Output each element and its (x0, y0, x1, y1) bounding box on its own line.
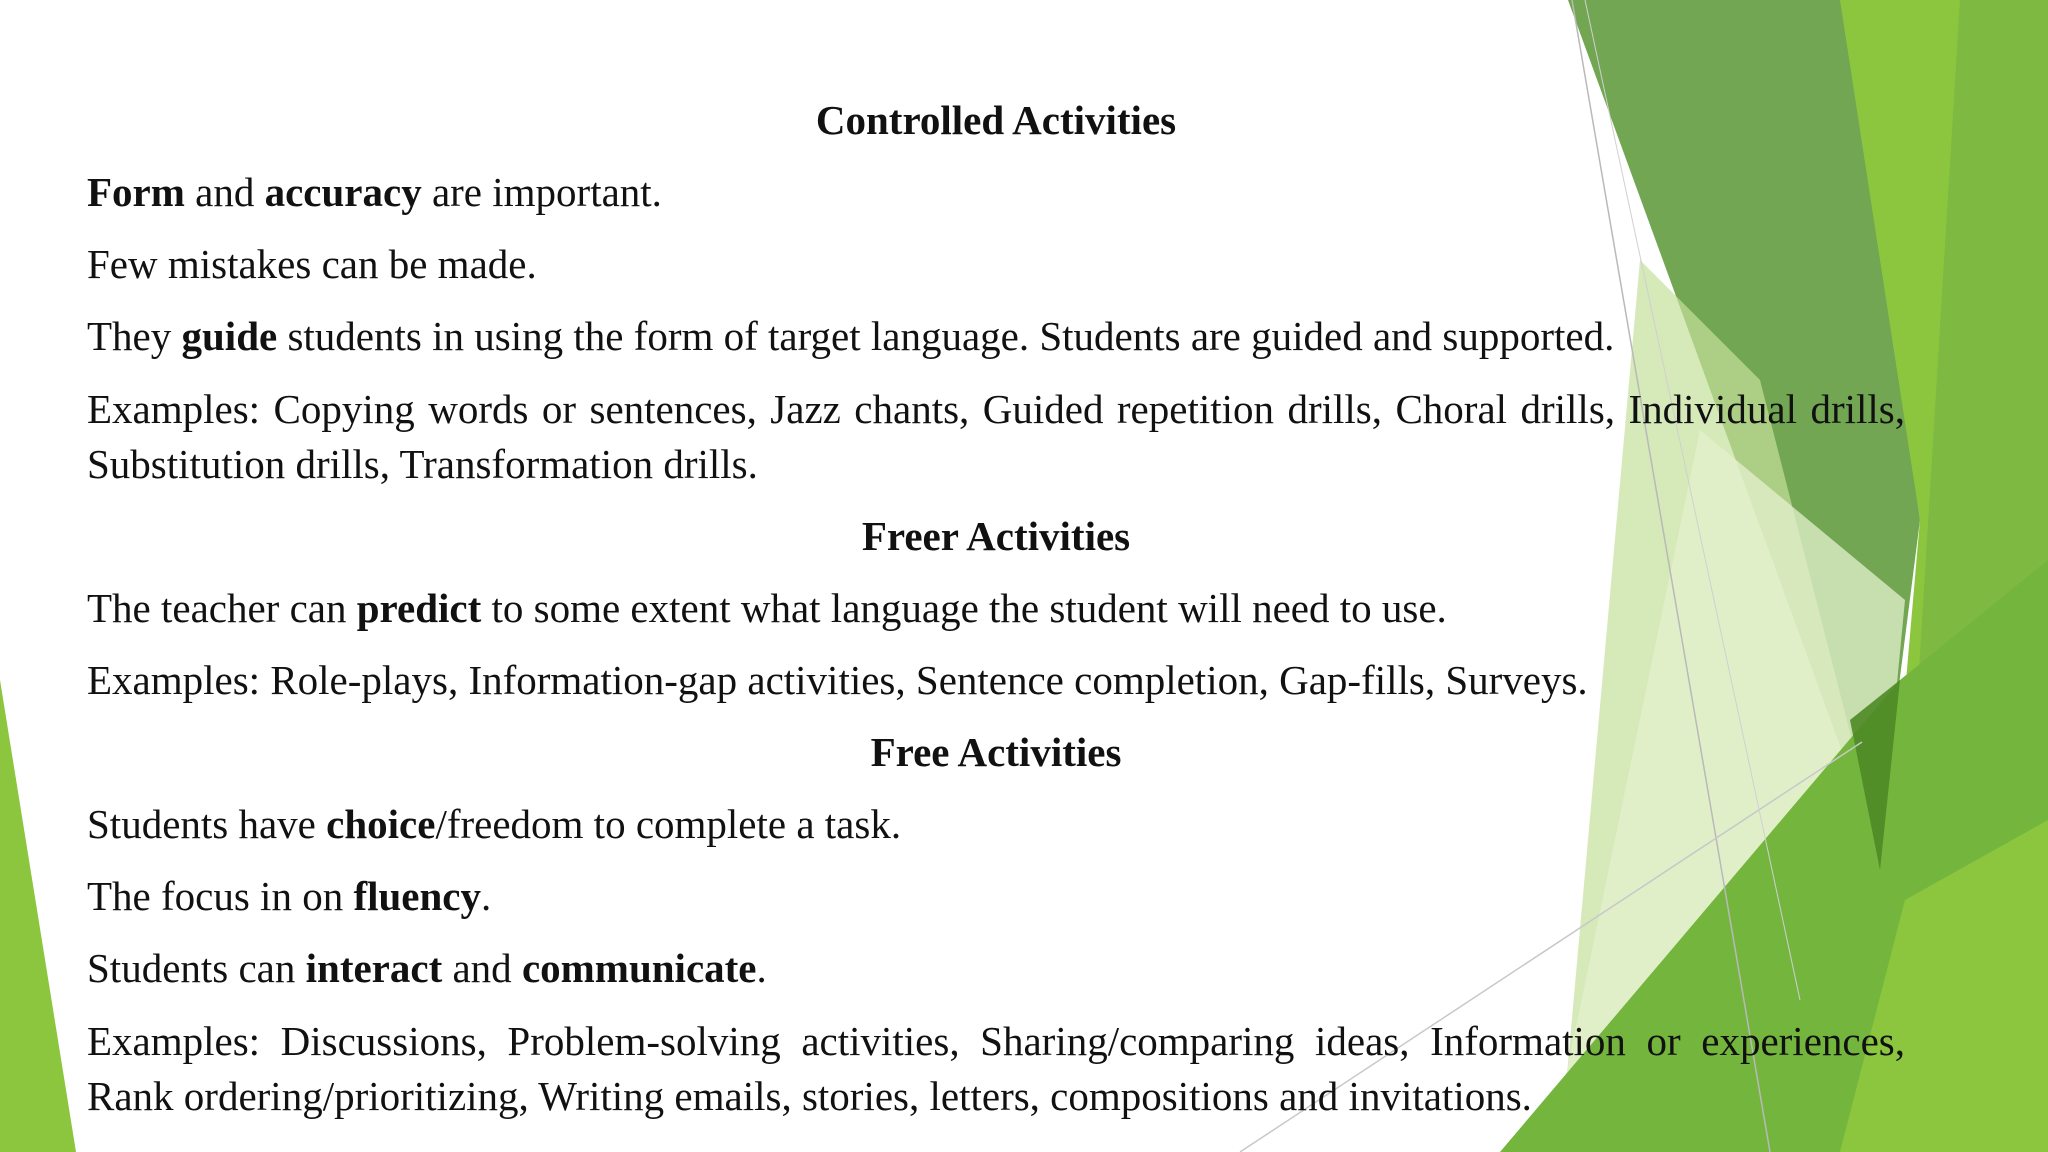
bold-fluency: fluency (353, 873, 481, 919)
text-students-have: Students have (87, 801, 327, 847)
text-teacher: The teacher can (87, 585, 357, 631)
bold-guide: guide (181, 313, 278, 359)
slide-content (87, 84, 1905, 1132)
controlled-line-form-accuracy (87, 156, 1905, 228)
heading-free-activities: Free Activities (870, 729, 1122, 775)
bold-form: Form (87, 169, 185, 215)
text-focus: The focus in on (87, 873, 354, 919)
controlled-line-few-mistakes: Few mistakes can be made. (87, 241, 537, 287)
text-important: are important. (421, 169, 662, 215)
bold-accuracy: accuracy (264, 169, 422, 215)
text-students-can: Students can (87, 945, 306, 991)
free-examples: Examples: Discussions, Problem-solving activities, Sharing/comparing ideas, Information or experiences, Rank ordering/prioritizing, Writing emails, stories, letters, compositions and invitations. (87, 1018, 1905, 1119)
heading-freer-activities: Freer Activities (861, 513, 1131, 559)
bold-predict: predict (356, 585, 482, 631)
controlled-examples: Examples: Copying words or sentences, Jazz chants, Guided repetition drills, Choral drills, Individual drills, Substitution drills, Transformation drills. (87, 386, 1905, 487)
text-and: and (184, 169, 265, 215)
text-predict-rest: to some extent what language the student will need to use. (481, 585, 1447, 631)
heading-controlled-activities: Controlled Activities (815, 97, 1177, 143)
text-period: . (481, 873, 492, 919)
freer-line-predict (87, 572, 1905, 644)
left-green-wedge (0, 680, 76, 1152)
text-and-2: and (442, 945, 522, 991)
bold-choice: choice (326, 801, 436, 847)
free-line-choice (87, 788, 1905, 860)
free-line-interact (87, 932, 1905, 1004)
controlled-line-guide (87, 300, 1905, 372)
text-choice-rest: /freedom to complete a task. (435, 801, 902, 847)
bold-communicate: communicate (521, 945, 757, 991)
text-they: They (87, 313, 182, 359)
freer-examples: Examples: Role-plays, Information-gap activities, Sentence completion, Gap-fills, Surveys. (87, 657, 1588, 703)
text-guide-rest: students in using the form of target language. Students are guided and supported. (277, 313, 1615, 359)
text-period-2: . (756, 945, 767, 991)
free-line-fluency (87, 860, 1905, 932)
bold-interact: interact (305, 945, 443, 991)
